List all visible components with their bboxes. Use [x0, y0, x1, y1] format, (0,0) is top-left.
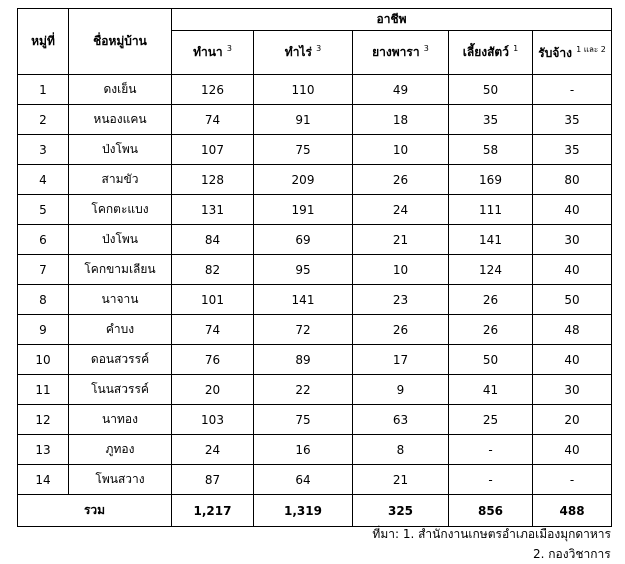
header-rice: [172, 31, 254, 75]
cell-no: 13: [18, 435, 69, 465]
cell-no: 10: [18, 345, 69, 375]
table-row: [18, 75, 612, 105]
total-row: [18, 495, 612, 527]
cell-hired: 35: [533, 105, 612, 135]
table-row: [18, 135, 612, 165]
cell-hired: 30: [533, 375, 612, 405]
cell-rice: 20: [172, 375, 254, 405]
cell-rubber: 63: [353, 405, 449, 435]
cell-no: 4: [18, 165, 69, 195]
cell-name: นาจาน: [69, 285, 172, 315]
header-livestock-sup: 1: [513, 44, 519, 53]
header-hired-label: รับจ้าง: [538, 45, 572, 60]
header-rice-label: ทำนา: [193, 45, 223, 59]
cell-rubber: 23: [353, 285, 449, 315]
header-rubber-label: ยางพารา: [372, 45, 420, 59]
cell-hired: 35: [533, 135, 612, 165]
occupation-table: [17, 8, 612, 527]
cell-name: ดงเย็น: [69, 75, 172, 105]
cell-hired: 40: [533, 195, 612, 225]
cell-rice: 76: [172, 345, 254, 375]
cell-no: 9: [18, 315, 69, 345]
header-village-no: หมู่ที่: [18, 9, 69, 75]
cell-rubber: 49: [353, 75, 449, 105]
cell-field: 209: [254, 165, 353, 195]
cell-no: 14: [18, 465, 69, 495]
cell-livestock: 124: [449, 255, 533, 285]
cell-rubber: 17: [353, 345, 449, 375]
table-row: [18, 345, 612, 375]
cell-livestock: 41: [449, 375, 533, 405]
header-occupation: อาชีพ: [172, 9, 612, 31]
cell-hired: 40: [533, 435, 612, 465]
cell-field: 89: [254, 345, 353, 375]
cell-rubber: 24: [353, 195, 449, 225]
cell-name: หนองแคน: [69, 105, 172, 135]
table-row: [18, 285, 612, 315]
source-line-1: ที่มา: 1. สำนักงานเกษตรอำเภอเมืองมุกดาหาร: [372, 527, 611, 541]
cell-livestock: 169: [449, 165, 533, 195]
cell-field: 110: [254, 75, 353, 105]
cell-hired: -: [533, 465, 612, 495]
table-row: [18, 465, 612, 495]
cell-no: 8: [18, 285, 69, 315]
total-label: รวม: [18, 495, 172, 527]
header-rice-sup: 3: [226, 44, 232, 53]
table-body: [18, 75, 612, 495]
cell-field: 69: [254, 225, 353, 255]
cell-field: 191: [254, 195, 353, 225]
cell-rice: 107: [172, 135, 254, 165]
cell-hired: 48: [533, 315, 612, 345]
cell-rice: 82: [172, 255, 254, 285]
cell-field: 22: [254, 375, 353, 405]
cell-no: 6: [18, 225, 69, 255]
header-field-sup: 3: [316, 44, 322, 53]
cell-hired: 50: [533, 285, 612, 315]
cell-rice: 24: [172, 435, 254, 465]
table-row: [18, 165, 612, 195]
cell-livestock: 50: [449, 75, 533, 105]
table-row: [18, 195, 612, 225]
cell-rice: 126: [172, 75, 254, 105]
cell-livestock: 35: [449, 105, 533, 135]
cell-field: 141: [254, 285, 353, 315]
cell-hired: 40: [533, 255, 612, 285]
cell-name: ดอนสวรรค์: [69, 345, 172, 375]
header-field: [254, 31, 353, 75]
cell-livestock: 26: [449, 315, 533, 345]
table-row: [18, 315, 612, 345]
cell-no: 2: [18, 105, 69, 135]
total-rice: 1,217: [172, 495, 254, 527]
cell-rubber: 18: [353, 105, 449, 135]
cell-hired: 40: [533, 345, 612, 375]
cell-name: สามขัว: [69, 165, 172, 195]
cell-hired: 30: [533, 225, 612, 255]
cell-rubber: 26: [353, 315, 449, 345]
cell-field: 64: [254, 465, 353, 495]
table-row: [18, 225, 612, 255]
cell-hired: -: [533, 75, 612, 105]
cell-name: โคกขามเลียน: [69, 255, 172, 285]
table-row: [18, 375, 612, 405]
cell-rubber: 21: [353, 465, 449, 495]
cell-no: 11: [18, 375, 69, 405]
cell-rice: 103: [172, 405, 254, 435]
table-row: [18, 435, 612, 465]
cell-rubber: 26: [353, 165, 449, 195]
header-hired: [533, 31, 612, 75]
cell-hired: 80: [533, 165, 612, 195]
cell-field: 72: [254, 315, 353, 345]
cell-field: 95: [254, 255, 353, 285]
cell-name: โพนสวาง: [69, 465, 172, 495]
cell-name: ป่งโพน: [69, 135, 172, 165]
table-row: [18, 105, 612, 135]
cell-rubber: 10: [353, 135, 449, 165]
cell-no: 7: [18, 255, 69, 285]
cell-rubber: 10: [353, 255, 449, 285]
cell-name: ภูทอง: [69, 435, 172, 465]
header-village-name: ชื่อหมู่บ้าน: [69, 9, 172, 75]
header-field-label: ทำไร่: [284, 45, 312, 59]
cell-field: 75: [254, 405, 353, 435]
cell-rice: 128: [172, 165, 254, 195]
cell-hired: 20: [533, 405, 612, 435]
cell-rice: 74: [172, 315, 254, 345]
cell-field: 16: [254, 435, 353, 465]
cell-no: 1: [18, 75, 69, 105]
header-hired-sup: 1 และ 2: [576, 44, 606, 54]
cell-rubber: 8: [353, 435, 449, 465]
total-field: 1,319: [254, 495, 353, 527]
cell-field: 75: [254, 135, 353, 165]
header-rubber: [353, 31, 449, 75]
total-rubber: 325: [353, 495, 449, 527]
cell-livestock: 141: [449, 225, 533, 255]
table-row: [18, 405, 612, 435]
cell-rice: 87: [172, 465, 254, 495]
cell-no: 3: [18, 135, 69, 165]
cell-rice: 74: [172, 105, 254, 135]
header-livestock-label: เลี้ยงสัตว์: [462, 45, 509, 59]
cell-rubber: 21: [353, 225, 449, 255]
cell-livestock: 58: [449, 135, 533, 165]
cell-livestock: -: [449, 435, 533, 465]
table-row: [18, 255, 612, 285]
cell-field: 91: [254, 105, 353, 135]
total-livestock: 856: [449, 495, 533, 527]
cell-livestock: 25: [449, 405, 533, 435]
total-hired: 488: [533, 495, 612, 527]
cell-livestock: 111: [449, 195, 533, 225]
cell-livestock: -: [449, 465, 533, 495]
source-line-2: 2. กองวิชาการ: [533, 547, 611, 561]
header-rubber-sup: 3: [423, 44, 429, 53]
cell-livestock: 50: [449, 345, 533, 375]
cell-name: คำบง: [69, 315, 172, 345]
cell-no: 12: [18, 405, 69, 435]
cell-name: โนนสวรรค์: [69, 375, 172, 405]
cell-rubber: 9: [353, 375, 449, 405]
cell-name: นาทอง: [69, 405, 172, 435]
header-livestock: [449, 31, 533, 75]
cell-livestock: 26: [449, 285, 533, 315]
cell-rice: 84: [172, 225, 254, 255]
cell-rice: 101: [172, 285, 254, 315]
cell-name: โคกตะแบง: [69, 195, 172, 225]
cell-no: 5: [18, 195, 69, 225]
cell-name: ป่งโพน: [69, 225, 172, 255]
cell-rice: 131: [172, 195, 254, 225]
